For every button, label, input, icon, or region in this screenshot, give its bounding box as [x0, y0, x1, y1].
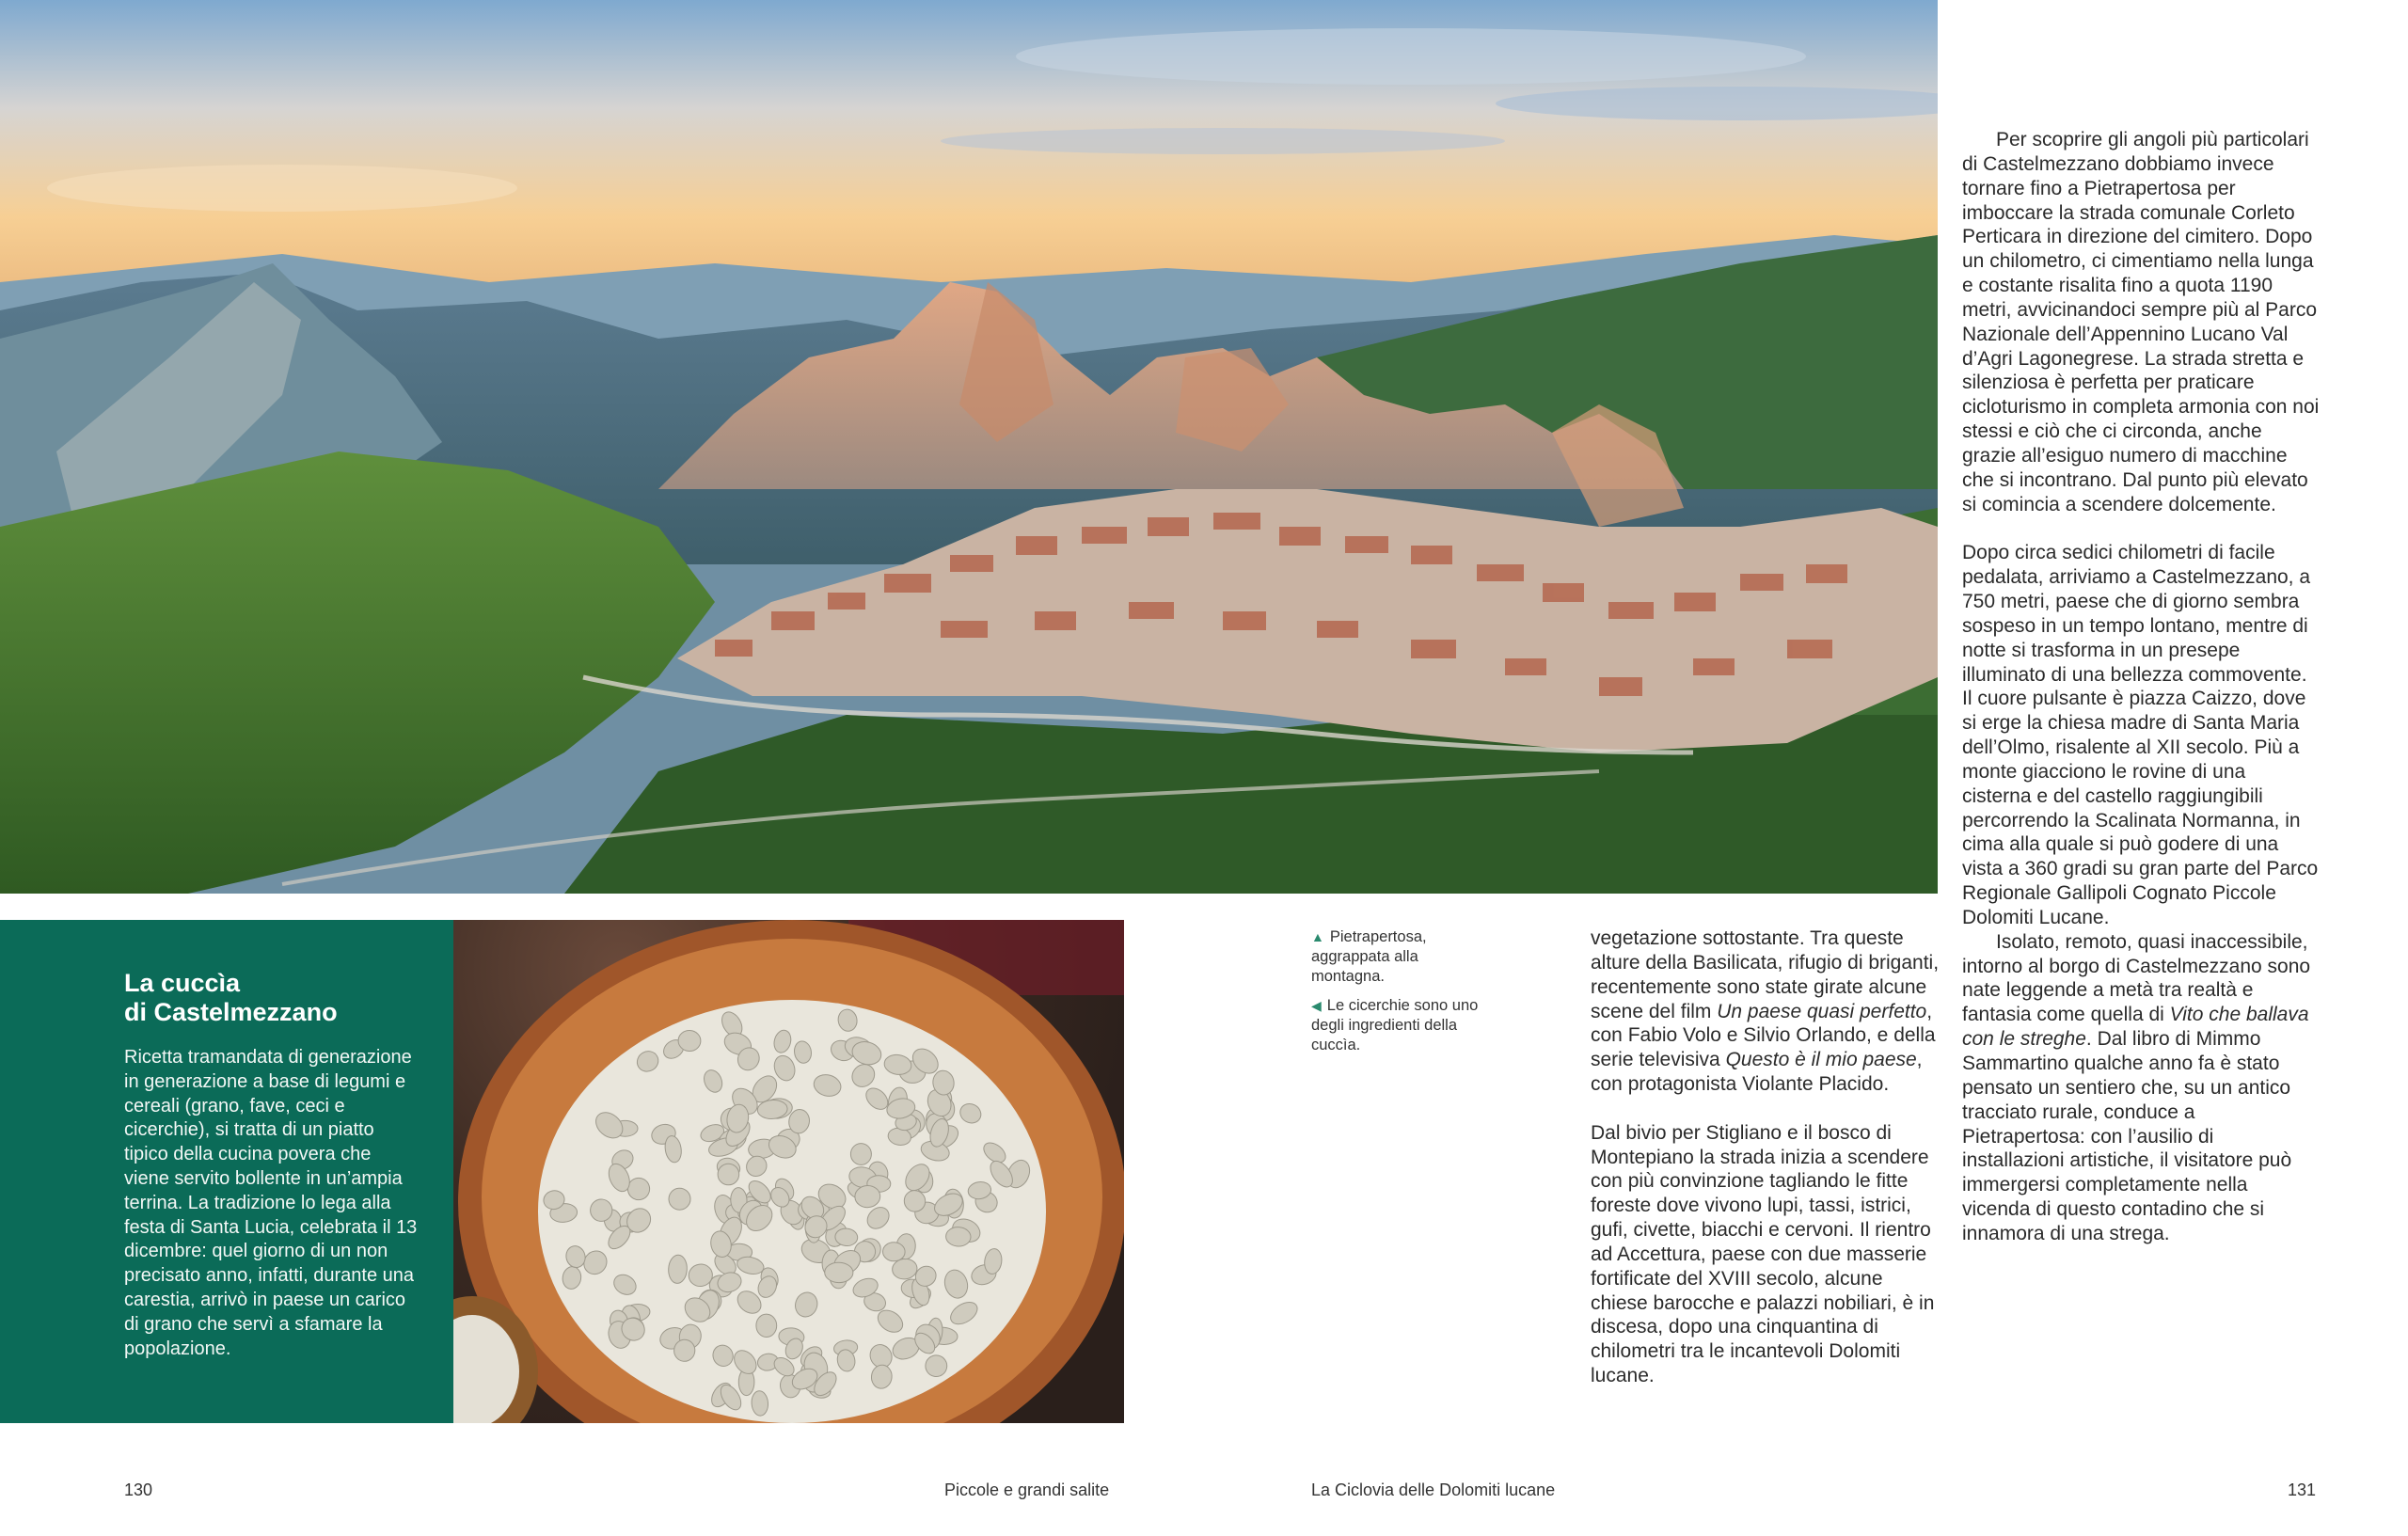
text-run: vegetazione sottostante. Tra queste alture della Basilicata, rifugio di briganti, recentemente sono state girate alcune scene del film: [1591, 927, 1940, 1022]
caption-text: Le cicerchie sono uno degli ingredienti della cuccìa.: [1311, 997, 1479, 1053]
text-run: , con protagonista Violante Placido.: [1591, 1049, 1923, 1096]
bean-texture: [850, 1143, 871, 1164]
running-head-left: Piccole e grandi salite: [944, 1481, 1110, 1499]
caption-text: Pietrapertosa, aggrappata alla montagna.: [1311, 928, 1427, 985]
recipe-title-line1: La cuccìa: [124, 969, 241, 997]
bean-texture: [882, 1242, 905, 1261]
recipe-title-line2: di Castelmezzano: [124, 998, 338, 1026]
page-number-right: 131: [2288, 1481, 2317, 1499]
beans-photo-cicerchie: [453, 920, 1124, 1423]
text-run: . Dal libro di Mimmo Sammartino qualche anno fa è stato pensato un sentiero che, su un antico tracciato rurale, conduce a Pietrapertosa: con l’ausilio di installazioni artistiche, il visitatore può immergersi completamente nella vicenda di questo contadino che si innamora di una strega.: [1962, 1028, 2292, 1244]
bean-texture: [825, 1262, 854, 1283]
bean-texture: [756, 1314, 777, 1338]
film-title: Un paese quasi perfetto: [1717, 1000, 1927, 1022]
article-paragraph: Dopo circa sedici chilometri di facile pedalata, arriviamo a Castelmezzano, a 750 metri, paese che di giorno sembra sospeso in un tempo lontano, mentre di notte si trasforma in un presepe illuminato di una bellezza commovente. Il cuore pulsante è piazza Caizzo, dove si erge la chiesa madre di Santa Maria dell’Olmo, risalente al XII secolo. Più a monte giacciono le rovine di una cisterna e del castello raggiungibili percorrendo la Scalinata Normanna, in cima alla quale si può godere di una vista a 360 gradi su gran parte del Parco Regionale Gallipoli Cognato Piccole Dolomiti Lucane.: [1962, 542, 2319, 928]
article-paragraph: Per scoprire gli angoli più particolari di Castelmezzano dobbiamo invece tornare fino a Pietrapertosa per imboccare la strada comunale Corleto Perticara in direzione del cimitero. Dopo un chilometro, ci cimentiamo nella lunga e costante risalita fino a quota 1190 metri, avvicinandoci sempre più al Parco Nazionale dell’Appennino Lucano Val d’Agri Lagonegrese. La strada stretta e silenziosa è perfetta per praticare cicloturismo in completa armonia con noi stessi e ciò che ci circonda, anche grazie all’esiguo numero di macchine che si incontrano. Dal punto più elevato si comincia a scendere dolcemente.: [1962, 129, 2320, 515]
caption-cicerchie: [1311, 996, 1481, 1054]
article-paragraph: Dal bivio per Stigliano e il bosco di Montepiano la strada inizia a scendere con più convinzione tagliando le fitte foreste dove vivono lupi, tassi, istrici, gufi, civette, biacchi e cervoni. Il rientro ad Accettura, paese con due masserie fortificate del XVIII secolo, alcune chiese barocche e palazzi nobiliari, è in discesa, dopo una cinquantina di chilometri tra le incantevoli Dolomiti lucane.: [1591, 1121, 1935, 1387]
article-paragraph: [1962, 930, 2320, 1246]
article-column-right: [1962, 128, 2320, 1246]
recipe-body: Ricetta tramandata di generazione in generazione a base di legumi e cereali (grano, fave, ceci e cicerchie), si tratta di un piatto tipico della cucina povera che viene servito bollente in un’ampia terrina. La tradizione lo lega alla festa di Santa Lucia, celebrata il 13 dicembre: quel giorno di un non precisato anno, infatti, durante una carestia, arrivò in paese un carico di grano che servì a sfamare la popolazione.: [124, 1047, 418, 1359]
article-paragraph: [1591, 926, 1941, 1097]
triangle-left-icon: ◀: [1311, 998, 1322, 1013]
article-column-left: [1591, 926, 1941, 1388]
film-title: Vito che ballava con le streghe: [1962, 1004, 2309, 1051]
page-number-left: 130: [124, 1481, 153, 1499]
recipe-box: [0, 920, 453, 1423]
running-head-right: La Ciclovia delle Dolomiti lucane: [1311, 1481, 1556, 1499]
recipe-title: [124, 969, 420, 1027]
text-run: , con Fabio Volo e Silvio Orlando, e della serie televisiva: [1591, 1000, 1936, 1071]
hero-photo-pietrapertosa: [0, 0, 1938, 894]
triangle-up-icon: ▲: [1311, 929, 1324, 944]
caption-pietrapertosa: [1311, 927, 1481, 986]
text-run: Isolato, remoto, quasi inaccessibile, intorno al borgo di Castelmezzano sono nate leggende a metà tra realtà e fantasia come quella di: [1962, 930, 2311, 1026]
series-title: Questo è il mio paese: [1725, 1049, 1917, 1071]
